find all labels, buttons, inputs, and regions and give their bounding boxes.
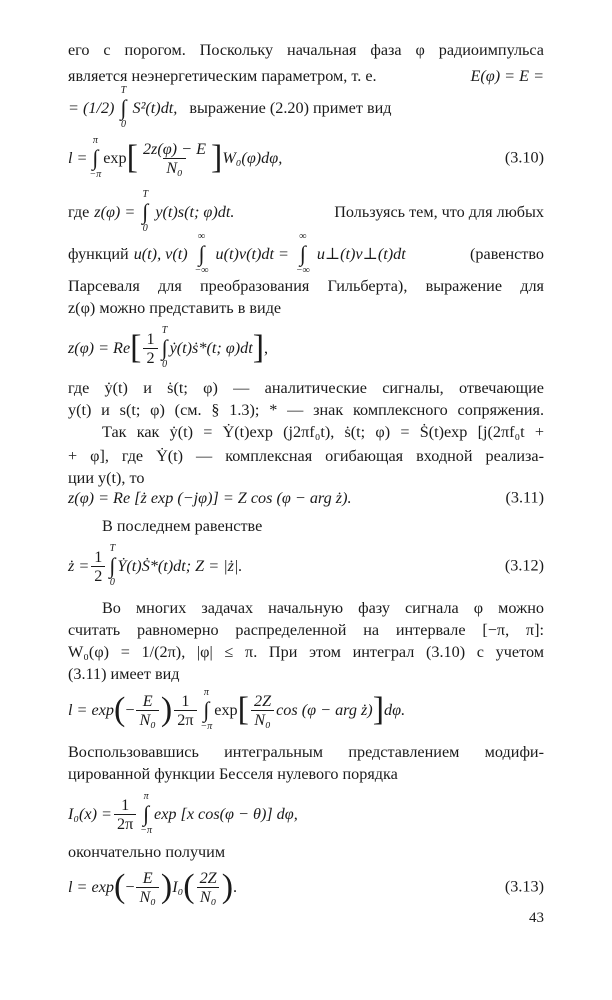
page-number: 43 bbox=[529, 910, 544, 926]
text-line: функций u(t), v(t) ∞ ∫ −∞ u(t)v(t)dt = ∞ ∫ −∞ u⊥(t)v⊥(t)dt (равенство bbox=[68, 231, 544, 276]
equation-z-phi: z(φ) = Re [ $\frac{1}{2}$ T ∫ 0 ẏ(t)ṡ*(t; φ)dt ] , bbox=[68, 325, 269, 370]
equation-label: (3.12) bbox=[504, 556, 544, 575]
equation-label: (3.13) bbox=[504, 877, 544, 896]
text-line: ции y(t), то bbox=[68, 469, 145, 487]
text-line: Так как ẏ(t) = Ẏ(t)exp (j2πf₀t), ṡ(t; φ) = Ṡ(t)exp [j(2πf₀t + bbox=[102, 423, 544, 441]
equation-3-11: z(φ) = Re [ż exp (−jφ)] = Z cos (φ − arg ż). (3.11) bbox=[68, 488, 544, 507]
text-line: В последнем равенстве bbox=[102, 517, 263, 535]
equation-likelihood: l = exp ( − $\frac{E}{\text{N₀}}$ ) $\frac{1}{2\pi}$ π ∫ −π exp [ $\frac{2Z}{\text{N₀}}$ cos (φ − arg ż) ] dφ. bbox=[68, 687, 406, 732]
text-line bbox=[68, 66, 544, 86]
text-line: цированной функции Бесселя нулевого порядка bbox=[68, 765, 398, 783]
formula-inline: = (1/2) bbox=[68, 99, 115, 117]
text-line: где ẏ(t) и ṡ(t; φ) — аналитические сигналы, отвечающие bbox=[68, 379, 544, 397]
text-line: W₀(φ) = 1/(2π), |φ| ≤ π. При этом интеграл (3.10) с учетом bbox=[68, 643, 544, 661]
text-line: считать равномерно распределенной на интервале [−π, π]: bbox=[68, 621, 544, 639]
formula-inline: E(φ) = E = bbox=[470, 67, 544, 85]
equation-3-10: l = π ∫ −π exp [ $\frac{2z(\varphi) - E}{\text{N₀}}$ ] W₀(φ)dφ, (3.10) bbox=[68, 135, 544, 180]
text-line: y(t) и s(t; φ) (см. § 1.3); * — знак комплексного сопряжения. bbox=[68, 401, 544, 419]
equation-label: (3.11) bbox=[505, 488, 544, 507]
text-line: Воспользовавшись интегральным представлением модифи- bbox=[68, 743, 544, 761]
text-line: где z(φ) = T ∫ 0 y(t)s(t; φ)dt. Пользуясь тем, что для любых bbox=[68, 189, 544, 234]
equation-label: (3.10) bbox=[504, 148, 544, 167]
equation-3-12: ż = $\frac{1}{2}$ T ∫ 0 Ẏ(t)Ṡ*(t)dt; Z = |ż|. (3.12) bbox=[68, 543, 544, 588]
text-line: окончательно получим bbox=[68, 843, 226, 861]
text-line: его с порогом. Поскольку начальная фаза φ радиоимпульса bbox=[68, 41, 544, 59]
text-fragment: выражение (2.20) примет вид bbox=[189, 99, 392, 117]
text-line: (3.11) имеет вид bbox=[68, 665, 180, 683]
text-fragment: является неэнергетическим параметром, т. е. bbox=[68, 67, 377, 85]
text-line: + φ], где Ẏ(t) — комплексная огибающая входной реализа- bbox=[68, 447, 544, 465]
equation-bessel: I₀(x) = $\frac{1}{2\pi}$ π ∫ −π exp [x cos(φ − θ)] dφ, bbox=[68, 791, 298, 836]
text-line: Парсеваля для преобразования Гильберта), выражение для bbox=[68, 277, 544, 295]
text-line bbox=[68, 85, 544, 130]
integral-sign: T ∫ 0 bbox=[120, 85, 127, 130]
formula-inline: S²(t)dt, bbox=[132, 99, 178, 117]
text-line: z(φ) можно представить в виде bbox=[68, 299, 282, 317]
text-line: Во многих задачах начальную фазу сигнала φ можно bbox=[102, 599, 544, 617]
equation-3-13: l = exp ( − $\frac{E}{\text{N₀}}$ ) I₀ ( $\frac{2Z}{\text{N₀}}$ ) . (3.13) bbox=[68, 868, 544, 906]
